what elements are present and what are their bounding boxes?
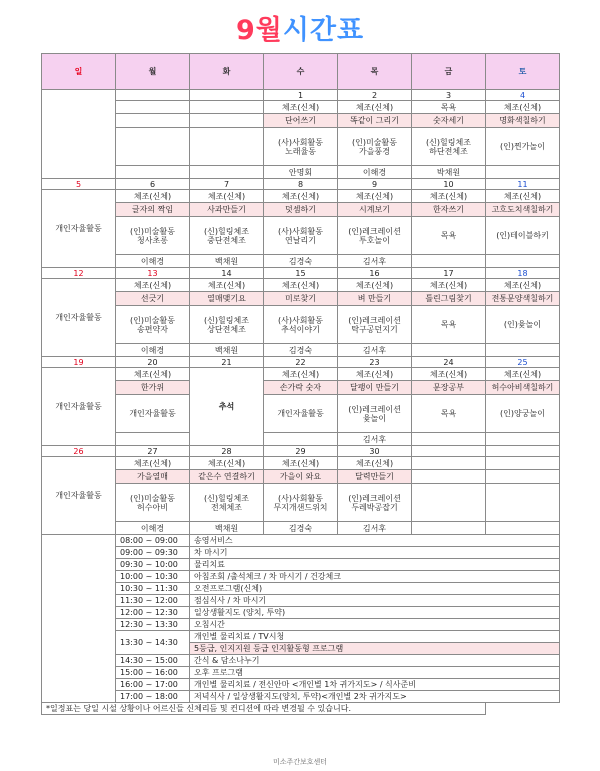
activity-cell: 글자의 짝임	[116, 203, 190, 217]
schedule-time: 13:30 ~ 14:30	[116, 631, 190, 655]
program-cell: (신)힐링체조 하단전체조	[412, 128, 486, 166]
exercise-cell: 체조(신체)	[486, 368, 560, 381]
activity-cell: 틀린그림찾기	[412, 292, 486, 306]
program-cell: (사)사회활동 노래율동	[264, 128, 338, 166]
date-cell: 19	[42, 357, 116, 368]
schedule-activity: 아침조회 /출석체크 / 차 마시기 / 건강체크	[190, 571, 560, 583]
staff-cell: 이해경	[338, 166, 412, 179]
sunday-activity: 개인자율활동	[42, 457, 116, 535]
schedule-activity: 차 마시기	[190, 547, 560, 559]
week2-dates	[42, 179, 560, 190]
date-cell: 1	[264, 90, 338, 101]
schedule-activity: 개인별 물리치료 / TV시청	[190, 631, 560, 643]
staff-cell: 박채원	[412, 166, 486, 179]
activity-cell: 숫자세기	[412, 114, 486, 128]
date-cell: 29	[264, 446, 338, 457]
activity-cell: 시계보기	[338, 203, 412, 217]
activity-cell: 한자쓰기	[412, 203, 486, 217]
sunday-activity: 개인자율활동	[42, 279, 116, 357]
date-cell: 28	[190, 446, 264, 457]
activity-cell: 같은수 연결하기	[190, 470, 264, 484]
program-cell: (사)사회활동 무지개샌드위치	[264, 484, 338, 522]
staff-cell: 김서후	[338, 522, 412, 535]
exercise-cell: 체조(신체)	[190, 279, 264, 292]
activity-cell: 가을이 와요	[264, 470, 338, 484]
schedule-time: 12:00 ~ 12:30	[116, 607, 190, 619]
schedule-activity-cognitive: 5등급, 인지지원 등급 인지활동형 프로그램	[190, 643, 560, 655]
exercise-cell: 체조(신체)	[412, 190, 486, 203]
schedule-activity: 오전프로그램(신체)	[190, 583, 560, 595]
date-cell: 5	[42, 179, 116, 190]
activity-cell: 손가락 숫자	[264, 381, 338, 395]
schedule-activity: 개인별 물리치료 / 전신안마 <개인별 1차 귀가지도> / 식사준비	[190, 679, 560, 691]
date-cell: 4	[486, 90, 560, 101]
exercise-cell: 체조(신체)	[338, 368, 412, 381]
date-cell: 20	[116, 357, 190, 368]
staff-cell: 김경숙	[264, 522, 338, 535]
staff-cell: 김경숙	[264, 344, 338, 357]
activity-cell: 달력만들기	[338, 470, 412, 484]
exercise-cell: 체조(신체)	[412, 368, 486, 381]
schedule-row	[42, 679, 560, 691]
title-month: 9월	[235, 15, 283, 46]
date-cell: 3	[412, 90, 486, 101]
program-cell: (인)미술활동 송편약자	[116, 306, 190, 344]
activity-cell: 열매맺기요	[190, 292, 264, 306]
schedule-row	[42, 691, 560, 703]
exercise-cell: 목욕	[412, 101, 486, 114]
staff-cell: 백채원	[190, 344, 264, 357]
date-cell: 16	[338, 268, 412, 279]
exercise-cell: 체조(신체)	[264, 190, 338, 203]
weekday-fri: 금	[412, 54, 486, 90]
weekday-tue: 화	[190, 54, 264, 90]
date-cell: 14	[190, 268, 264, 279]
weekday-wed: 수	[264, 54, 338, 90]
date-cell: 6	[116, 179, 190, 190]
program-cell: (신)힐링체조 중단전체조	[190, 217, 264, 255]
schedule-time: 14:30 ~ 15:00	[116, 655, 190, 667]
weekday-header	[42, 54, 560, 90]
program-cell: 개인자율활동	[116, 395, 190, 433]
exercise-cell: 체조(신체)	[116, 279, 190, 292]
schedule-time: 09:00 ~ 09:30	[116, 547, 190, 559]
date-cell: 11	[486, 179, 560, 190]
activity-cell: 미로찾기	[264, 292, 338, 306]
activity-cell: 전통문양색칠하기	[486, 292, 560, 306]
activity-cell: 선긋기	[116, 292, 190, 306]
exercise-cell: 체조(신체)	[264, 101, 338, 114]
schedule-row	[42, 559, 560, 571]
sunday-activity: 개인자율활동	[42, 190, 116, 268]
schedule-time: 15:00 ~ 16:00	[116, 667, 190, 679]
exercise-cell: 체조(신체)	[486, 190, 560, 203]
program-cell: (인)찐가놀이	[486, 128, 560, 166]
weekday-sun: 일	[42, 54, 116, 90]
title-rest: 시간표	[282, 15, 365, 46]
exercise-cell: 체조(신체)	[338, 190, 412, 203]
program-cell: (인)레크레이션 투호놀이	[338, 217, 412, 255]
schedule-activity: 오침시간	[190, 619, 560, 631]
schedule-time: 10:30 ~ 11:30	[116, 583, 190, 595]
activity-cell: 사과만들기	[190, 203, 264, 217]
weekday-thu: 목	[338, 54, 412, 90]
program-cell: (인)레크레이션 탁구공던지기	[338, 306, 412, 344]
date-cell: 26	[42, 446, 116, 457]
schedule-row	[42, 535, 560, 547]
date-cell: 30	[338, 446, 412, 457]
date-cell: 10	[412, 179, 486, 190]
date-cell: 27	[116, 446, 190, 457]
staff-cell: 김서후	[338, 255, 412, 268]
program-cell: 목욕	[412, 306, 486, 344]
exercise-cell: 체조(신체)	[338, 101, 412, 114]
week3-dates	[42, 268, 560, 279]
activity-cell: 허수아비색칠하기	[486, 381, 560, 395]
schedule-activity: 오후 프로그램	[190, 667, 560, 679]
exercise-cell: 체조(신체)	[190, 457, 264, 470]
staff-cell: 김서후	[338, 344, 412, 357]
program-cell: (신)힐링체조 전체체조	[190, 484, 264, 522]
date-cell: 24	[412, 357, 486, 368]
note-row	[42, 703, 560, 715]
exercise-cell: 체조(신체)	[116, 457, 190, 470]
schedule-activity: 물리치료	[190, 559, 560, 571]
activity-cell: 한가위	[116, 381, 190, 395]
program-cell: (인)테이블하키	[486, 217, 560, 255]
program-cell: (인)레크레이션 두레박공잡기	[338, 484, 412, 522]
sunday-activity: 개인자율활동	[42, 368, 116, 446]
schedule-activity: 송영서비스	[190, 535, 560, 547]
program-cell: (인)미술활동 가을풍경	[338, 128, 412, 166]
date-cell: 8	[264, 179, 338, 190]
activity-cell: 문장공부	[412, 381, 486, 395]
calendar-table	[41, 53, 560, 715]
activity-cell: 고흐도치색칠하기	[486, 203, 560, 217]
program-cell: (인)윷놀이	[486, 306, 560, 344]
program-cell: 목욕	[412, 217, 486, 255]
date-cell: 15	[264, 268, 338, 279]
activity-cell: 벼 만들기	[338, 292, 412, 306]
staff-cell: 김경숙	[264, 255, 338, 268]
schedule-note: *일정표는 당일 시설 상황이나 어르신들 신체리듬 및 컨디션에 따라 변경될 수 있습니다.	[42, 703, 486, 715]
schedule-activity: 저녁식사 / 일상생활지도(양치, 투약)<개인별 2차 귀가지도>	[190, 691, 560, 703]
program-cell: (인)레크레이션 윷놀이	[338, 395, 412, 433]
date-cell: 25	[486, 357, 560, 368]
activity-cell: 덧셈하기	[264, 203, 338, 217]
date-cell: 7	[190, 179, 264, 190]
exercise-cell: 체조(신체)	[412, 279, 486, 292]
activity-cell: 똑같이 그리기	[338, 114, 412, 128]
activity-cell: 달팽이 만들기	[338, 381, 412, 395]
weekday-mon: 월	[116, 54, 190, 90]
weekday-sat: 토	[486, 54, 560, 90]
schedule-row	[42, 619, 560, 631]
activity-cell: 단어쓰기	[264, 114, 338, 128]
schedule-row	[42, 571, 560, 583]
activity-cell: 가을열매	[116, 470, 190, 484]
chuseok-holiday: 추석	[190, 368, 264, 446]
schedule-row	[42, 667, 560, 679]
exercise-cell: 체조(신체)	[190, 190, 264, 203]
date-cell: 9	[338, 179, 412, 190]
exercise-cell: 체조(신체)	[338, 457, 412, 470]
exercise-cell: 체조(신체)	[116, 190, 190, 203]
date-cell: 12	[42, 268, 116, 279]
date-cell: 17	[412, 268, 486, 279]
date-cell: 22	[264, 357, 338, 368]
center-name: 미소주간보호센터	[272, 758, 328, 766]
program-cell: (인)양궁놀이	[486, 395, 560, 433]
program-cell: 목욕	[412, 395, 486, 433]
week1-dates	[42, 90, 560, 101]
staff-cell: 이해경	[116, 344, 190, 357]
program-cell: (인)미술활동 청사초롱	[116, 217, 190, 255]
program-cell: (인)미술활동 허수아비	[116, 484, 190, 522]
date-cell: 23	[338, 357, 412, 368]
staff-cell: 백채원	[190, 255, 264, 268]
staff-cell: 이해경	[116, 255, 190, 268]
schedule-row	[42, 631, 560, 643]
activity-cell: 명화색칠하기	[486, 114, 560, 128]
schedule-row	[42, 583, 560, 595]
exercise-cell: 체조(신체)	[116, 368, 190, 381]
date-cell: 21	[190, 357, 264, 368]
schedule-row	[42, 595, 560, 607]
program-cell: (사)사회활동 연날리기	[264, 217, 338, 255]
program-cell: 개인자율활동	[264, 395, 338, 433]
week5-dates	[42, 446, 560, 457]
program-cell: (사)사회활동 추석이야기	[264, 306, 338, 344]
schedule-row	[42, 547, 560, 559]
date-cell: 18	[486, 268, 560, 279]
exercise-cell: 체조(신체)	[486, 279, 560, 292]
date-cell: 2	[338, 90, 412, 101]
schedule-activity: 간식 & 담소나누기	[190, 655, 560, 667]
schedule-time: 12:30 ~ 13:30	[116, 619, 190, 631]
page-title	[0, 8, 600, 48]
exercise-cell: 체조(신체)	[338, 279, 412, 292]
schedule-row	[42, 607, 560, 619]
exercise-cell: 체조(신체)	[264, 457, 338, 470]
staff-cell: 안명회	[264, 166, 338, 179]
exercise-cell: 체조(신체)	[264, 368, 338, 381]
schedule-time: 10:00 ~ 10:30	[116, 571, 190, 583]
date-cell: 13	[116, 268, 190, 279]
schedule-activity: 점심식사 / 차 마시기	[190, 595, 560, 607]
schedule-time: 08:00 ~ 09:00	[116, 535, 190, 547]
schedule-activity: 일상생활지도 (양치, 투약)	[190, 607, 560, 619]
staff-cell: 백채원	[190, 522, 264, 535]
schedule-time: 16:00 ~ 17:00	[116, 679, 190, 691]
staff-cell: 이해경	[116, 522, 190, 535]
schedule-time: 09:30 ~ 10:00	[116, 559, 190, 571]
schedule-time: 17:00 ~ 18:00	[116, 691, 190, 703]
week1-sunday	[42, 90, 116, 179]
schedule-time: 11:30 ~ 12:00	[116, 595, 190, 607]
exercise-cell: 체조(신체)	[486, 101, 560, 114]
program-cell: (신)힐링체조 상단전체조	[190, 306, 264, 344]
exercise-cell: 체조(신체)	[264, 279, 338, 292]
week4-dates	[42, 357, 560, 368]
staff-cell: 김서후	[338, 433, 412, 446]
schedule-row	[42, 655, 560, 667]
